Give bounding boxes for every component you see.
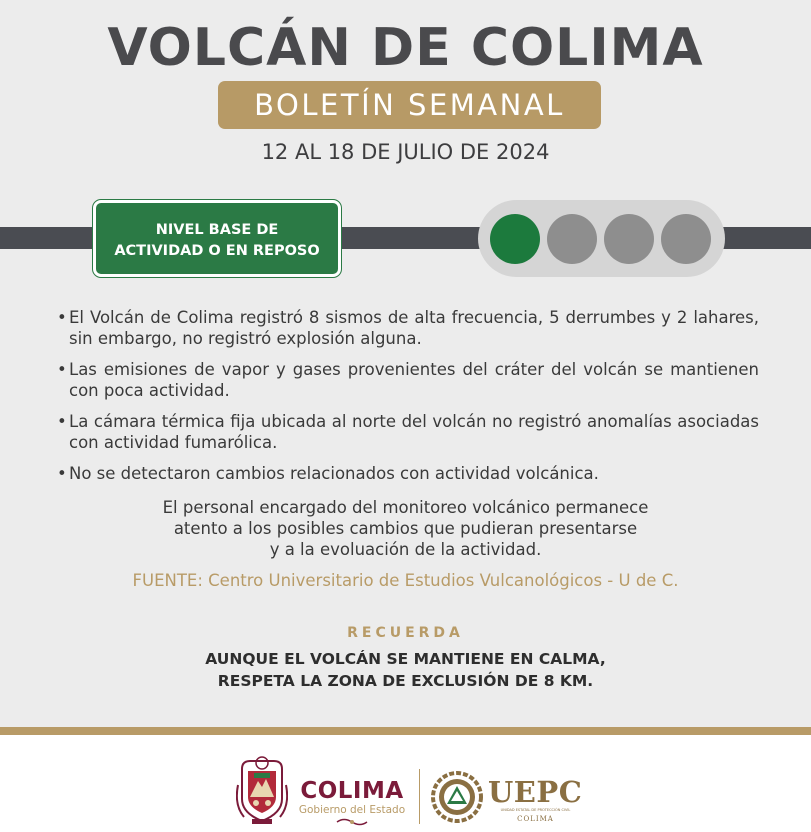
closing-line2: atento a los posibles cambios que pudieran presentarse <box>173 519 638 538</box>
uepc-emblem-icon <box>431 771 483 823</box>
source-credit: FUENTE: Centro Universitario de Estudios Vulcanológicos - U de C. <box>132 571 679 590</box>
colima-crest-icon <box>236 755 288 827</box>
bullet-item: • El Volcán de Colima registró 8 sismos de alta frecuencia, 5 derrumbes y 2 lahares, sin embargo, no registró explosión alguna. <box>57 307 759 349</box>
page-title: VOLCÁN DE COLIMA <box>107 18 704 78</box>
activity-level-line1: NIVEL BASE DE <box>155 222 279 238</box>
warning-line2: RESPETA LA ZONA DE EXCLUSIÓN DE 8 KM. <box>217 672 594 690</box>
colima-logo-name: COLIMA <box>300 778 404 804</box>
logo-divider <box>419 769 420 824</box>
reminder-warning <box>0 648 811 692</box>
subtitle-badge: BOLETÍN SEMANAL <box>218 81 601 129</box>
bullet-item: • La cámara térmica fija ubicada al norte del volcán no registró anomalías asociadas con actividad fumarólica. <box>57 411 759 453</box>
warning-line1: AUNQUE EL VOLCÁN SE MANTIENE EN CALMA, <box>205 650 606 668</box>
traffic-light-4 <box>661 214 711 264</box>
uepc-logo-name: UEPC <box>488 775 583 809</box>
footer-divider-line <box>0 727 811 735</box>
bullet-item: • No se detectaron cambios relacionados con actividad volcánica. <box>57 463 759 484</box>
closing-paragraph <box>0 497 811 560</box>
bullet-item: • Las emisiones de vapor y gases provenientes del cráter del volcán se mantienen con poca actividad. <box>57 359 759 401</box>
colima-logo-subtitle: Gobierno del Estado <box>298 804 406 816</box>
closing-line3: y a la evoluación de la actividad. <box>269 540 542 559</box>
uepc-logo-city: COLIMA <box>517 815 554 823</box>
report-bullets <box>57 307 759 494</box>
date-range: 12 AL 18 DE JULIO DE 2024 <box>261 140 550 164</box>
uepc-logo-subtitle: UNIDAD ESTATAL DE PROTECCIÓN CIVIL <box>500 808 571 812</box>
reminder-label: RECUERDA <box>347 625 464 641</box>
closing-line1: El personal encargado del monitoreo volcánico permanece <box>162 498 649 517</box>
traffic-light-3 <box>604 214 654 264</box>
traffic-light-2 <box>547 214 597 264</box>
activity-level-badge <box>93 200 341 277</box>
traffic-light-green <box>490 214 540 264</box>
colima-flourish-icon <box>335 817 369 827</box>
activity-level-line2: ACTIVIDAD O EN REPOSO <box>114 243 320 259</box>
